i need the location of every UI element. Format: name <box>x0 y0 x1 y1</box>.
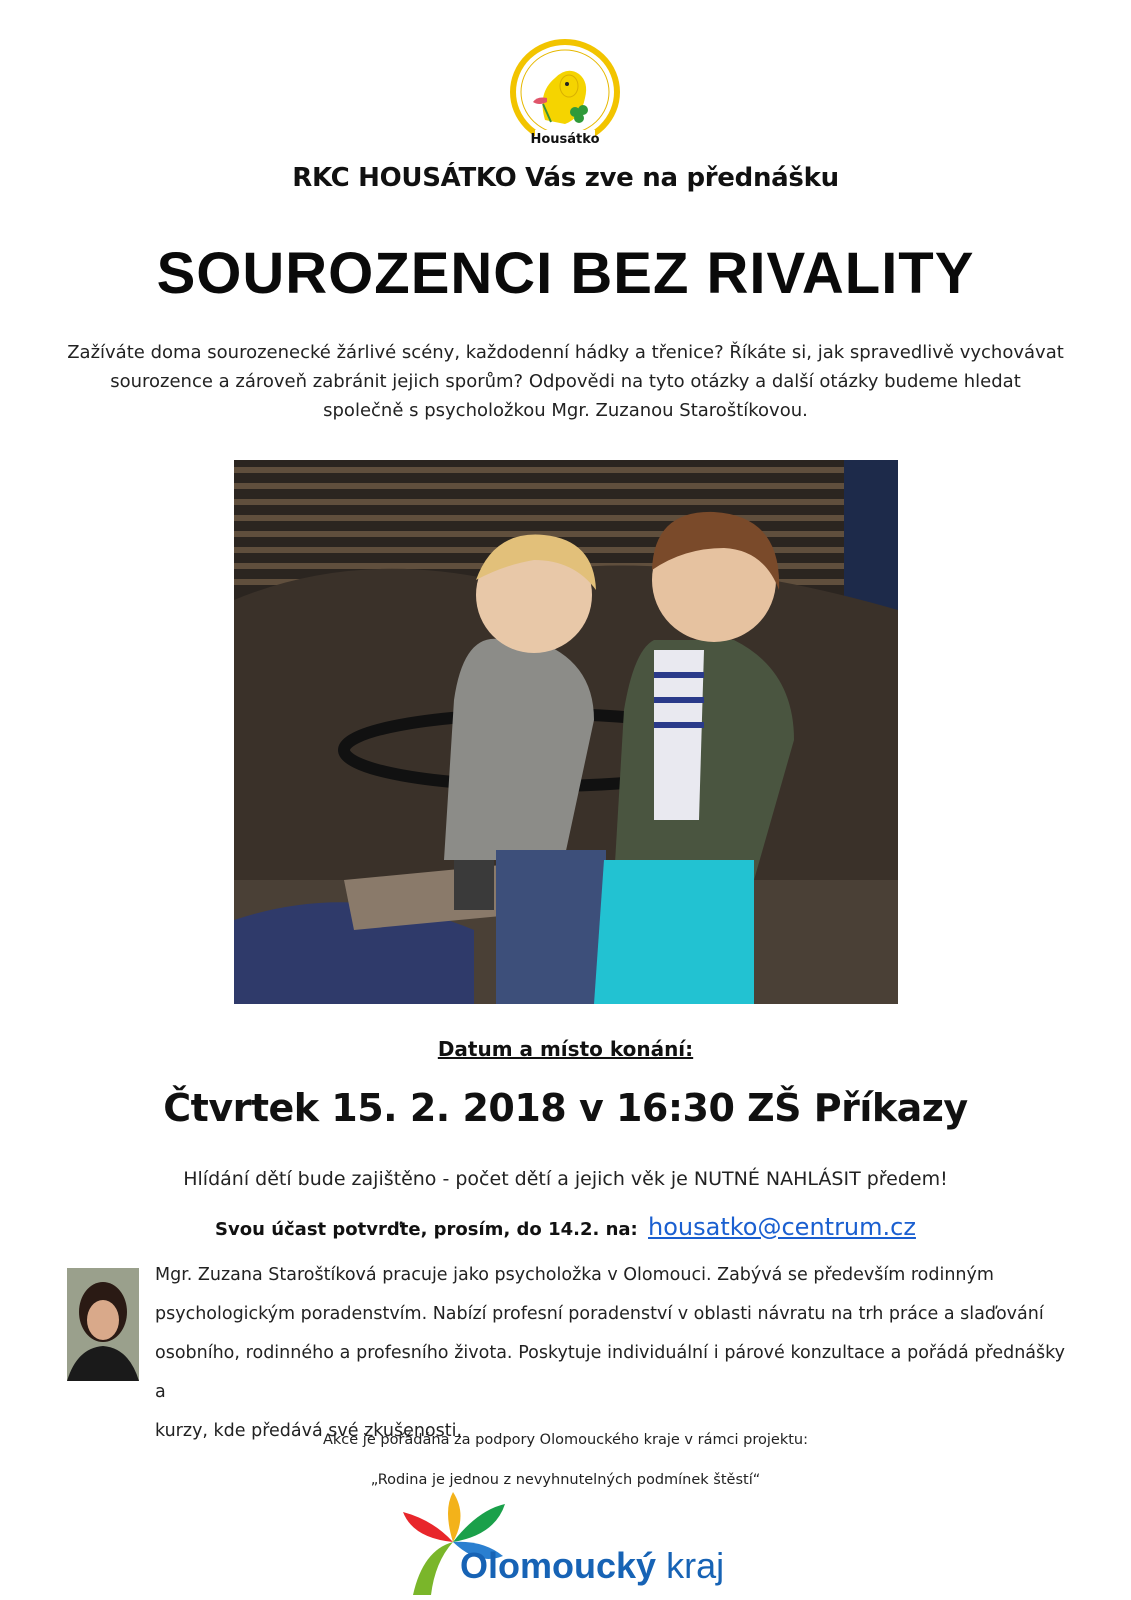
intro-paragraph <box>60 338 1071 425</box>
bio-line: psychologickým poradenstvím. Nabízí profesní poradenství v oblasti návratu na trh práce a slaďování <box>155 1304 1044 1324</box>
event-datetime: Čtvrtek 15. 2. 2018 v 16:30 ZŠ Příkazy <box>163 1086 968 1130</box>
olomoucky-kraj-wordmark <box>460 1545 724 1587</box>
project-name: „Rodina je jednou z nevyhnutelných podmínek štěstí“ <box>370 1472 761 1488</box>
speaker-portrait <box>67 1268 139 1381</box>
bio-line: Mgr. Zuzana Staroštíková pracuje jako psycholožka v Olomouci. Zabývá se především rodinným <box>155 1265 994 1285</box>
page-title: SOUROZENCI BEZ RIVALITY <box>156 241 975 306</box>
email-link[interactable]: housatko@centrum.cz <box>648 1213 916 1241</box>
housatko-logo <box>507 38 623 152</box>
speaker-bio <box>155 1256 1065 1451</box>
svg-text:Housátko: Housátko <box>530 132 600 147</box>
section-heading: Datum a místo konání: <box>437 1037 694 1061</box>
babysitting-notice: Hlídání dětí bude zajištěno - počet dětí a jejich věk je NUTNÉ NAHLÁSIT předem! <box>183 1168 948 1190</box>
sponsor-name-bold: Olomoucký <box>460 1545 657 1586</box>
bio-line: kurzy, kde předává své zkušenosti. <box>155 1421 463 1441</box>
children-photo <box>234 460 898 1004</box>
invitation-subtitle: RKC HOUSÁTKO Vás zve na přednášku <box>292 163 839 193</box>
intro-line: společně s psycholožkou Mgr. Zuzanou Staroštíkovou. <box>323 400 808 421</box>
bio-line: osobního, rodinného a profesního života. Poskytuje individuální i párové konzultace a pořádá přednášky a <box>155 1343 1065 1402</box>
support-text: Akce je pořádána za podpory Olomouckého kraje v rámci projektu: <box>322 1432 809 1448</box>
intro-line: sourozence a zároveň zabránit jejich sporům? Odpovědi na tyto otázky a další otázky budeme hledat <box>110 371 1021 392</box>
intro-line: Zažíváte doma sourozenecké žárlivé scény, každodenní hádky a třenice? Říkáte si, jak spravedlivě vychovávat <box>67 342 1064 363</box>
sponsor-name-light: kraj <box>666 1545 725 1586</box>
confirm-line <box>0 1213 1131 1241</box>
confirm-text: Svou účast potvrďte, prosím, do 14.2. na: <box>215 1219 638 1240</box>
